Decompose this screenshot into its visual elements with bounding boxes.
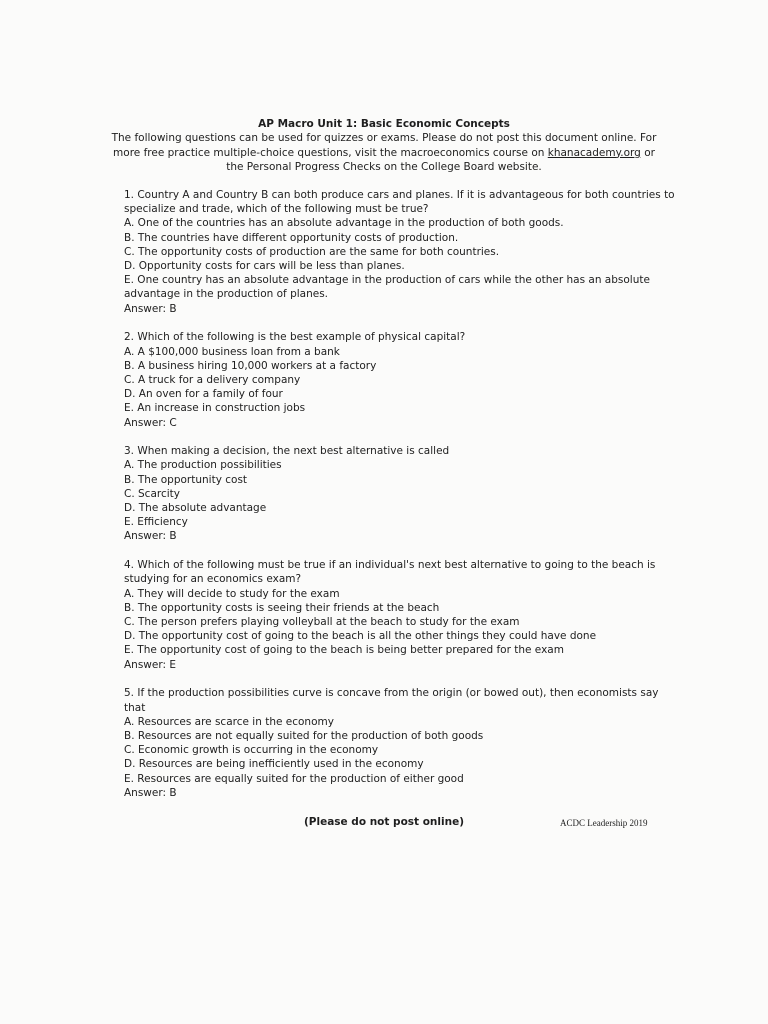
- answer-option: E. An increase in construction jobs: [124, 402, 306, 415]
- answer-option: A. The production possibilities: [124, 459, 282, 472]
- intro-line: [0, 146, 768, 161]
- answer-option: B. The opportunity cost: [124, 473, 248, 486]
- document-title: AP Macro Unit 1: Basic Economic Concepts: [258, 118, 510, 130]
- question-block: [124, 330, 684, 429]
- answer-option: E. The opportunity cost of going to the beach is being better prepared for the exam: [124, 644, 564, 657]
- khanacademy-link[interactable]: khanacademy.org: [547, 146, 641, 159]
- question-block: [124, 444, 684, 543]
- answer-option: B. A business hiring 10,000 workers at a factory: [124, 359, 377, 372]
- question-text: that: [124, 701, 146, 714]
- question-text: 1. Country A and Country B can both produce cars and planes. If it is advantageous for both countries to: [124, 189, 675, 201]
- answer-option: A. Resources are scarce in the economy: [124, 715, 334, 728]
- answer-option: C. The opportunity costs of production are the same for both countries.: [124, 245, 500, 258]
- question-text: 5. If the production possibilities curve is concave from the origin (or bowed out), then economists say: [124, 687, 659, 700]
- question-block: [124, 558, 684, 672]
- answer-option: D. The opportunity cost of going to the beach is all the other things they could have done: [124, 630, 597, 643]
- answer-option: E. Efficiency: [124, 516, 188, 529]
- question-text: 2. Which of the following is the best example of physical capital?: [124, 331, 466, 344]
- answer-option: D. Resources are being inefficiently used in the economy: [124, 758, 424, 771]
- answer-option: C. Economic growth is occurring in the economy: [124, 744, 379, 757]
- answer-option: A. One of the countries has an absolute advantage in the production of both goods.: [124, 217, 564, 230]
- answer-option: C. A truck for a delivery company: [124, 373, 301, 386]
- question-block: [124, 686, 684, 800]
- answer-key: Answer: B: [124, 530, 177, 543]
- footer-credit: ACDC Leadership 2019: [560, 818, 648, 828]
- intro-line: the Personal Progress Checks on the College Board website.: [226, 161, 542, 173]
- answer-option: B. The opportunity costs is seeing their friends at the beach: [124, 601, 440, 614]
- intro-text: or: [644, 146, 655, 159]
- answer-key: Answer: E: [124, 658, 176, 671]
- question-text: 4. Which of the following must be true if an individual's next best alternative to going to the beach is: [124, 559, 656, 572]
- question-text: 3. When making a decision, the next best alternative is called: [124, 445, 450, 458]
- answer-option: A. A $100,000 business loan from a bank: [124, 345, 340, 358]
- intro-paragraph: [0, 131, 768, 175]
- answer-key: Answer: C: [124, 416, 177, 429]
- question-text: studying for an economics exam?: [124, 573, 302, 586]
- intro-line: The following questions can be used for quizzes or exams. Please do not post this document online. For: [111, 132, 657, 144]
- footer-notice: (Please do not post online): [303, 816, 464, 828]
- answer-key: Answer: B: [124, 302, 177, 315]
- intro-text: more free practice multiple-choice questions, visit the macroeconomics course on: [113, 146, 545, 159]
- question-list: [124, 188, 684, 814]
- question-block: [124, 188, 684, 316]
- answer-option: B. Resources are not equally suited for the production of both goods: [124, 729, 484, 742]
- answer-option: E. One country has an absolute advantage in the production of cars while the other has an absolute: [124, 274, 650, 287]
- answer-option: E. Resources are equally suited for the production of either good: [124, 772, 464, 785]
- answer-option: A. They will decide to study for the exam: [124, 587, 340, 600]
- answer-option: D. Opportunity costs for cars will be less than planes.: [124, 260, 405, 273]
- answer-option: C. Scarcity: [124, 487, 180, 500]
- answer-option: B. The countries have different opportunity costs of production.: [124, 231, 459, 244]
- answer-option: D. The absolute advantage: [124, 502, 267, 515]
- answer-option: advantage in the production of planes.: [124, 288, 329, 301]
- question-text: specialize and trade, which of the following must be true?: [124, 203, 429, 216]
- answer-key: Answer: B: [124, 786, 177, 799]
- answer-option: D. An oven for a family of four: [124, 388, 283, 401]
- answer-option: C. The person prefers playing volleyball at the beach to study for the exam: [124, 615, 520, 628]
